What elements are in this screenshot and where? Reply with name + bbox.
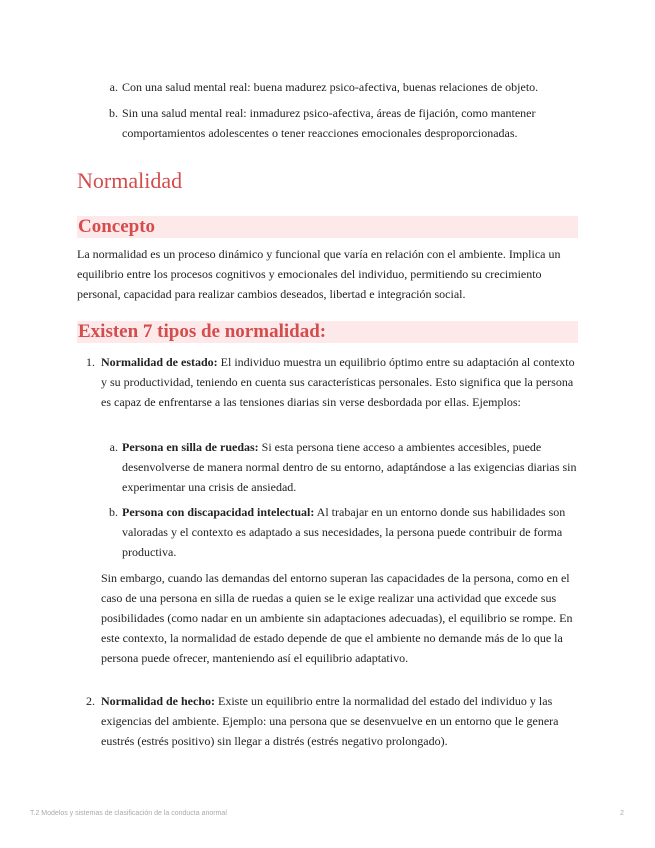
- footer-page-number: 2: [620, 810, 624, 817]
- list-marker: 2.: [86, 694, 95, 708]
- item-body: Existe un equilibrio entre la normalidad del estado del individuo y las exigencias del ambiente. Ejemplo: una persona que se desenvuelve en un entorno que le genera eustrés (estrés positivo) sin llegar a distrés (estrés negativo prolongado).: [101, 694, 559, 748]
- item-title: Persona en silla de ruedas:: [122, 440, 259, 454]
- list-marker: 1.: [86, 355, 95, 369]
- list-item: [77, 691, 582, 751]
- list-item-text: Con una salud mental real: buena madurez psico-afectiva, buenas relaciones de objeto.: [122, 80, 539, 94]
- item-body: Al trabajar en un entorno donde sus habilidades son valoradas y el contexto es adaptado a sus necesidades, la persona puede contribuir de forma productiva.: [122, 505, 566, 559]
- footer-document-title: T.2 Modelos y sistemas de clasificación de la conducta anormal: [30, 810, 227, 817]
- list-item-text: [122, 502, 580, 562]
- list-item: [77, 352, 582, 412]
- list-item: [100, 77, 580, 97]
- list-item-text: Sin una salud mental real: inmadurez psico-afectiva, áreas de fijación, como mantener comportamientos adolescentes o tener reacciones emocionales desproporcionadas.: [122, 106, 536, 140]
- item-title: Normalidad de estado:: [101, 355, 218, 369]
- item-body: El individuo muestra un equilibrio óptimo entre su adaptación al contexto y su productividad, teniendo en cuenta sus características personales. Esto significa que la persona es capaz de enfrentarse a las tensiones diarias sin verse desbordada por ellas. Ejemplos:: [101, 355, 575, 409]
- list-item: [100, 437, 580, 497]
- list-item: [100, 103, 580, 143]
- section-title: Normalidad: [77, 168, 183, 193]
- list-marker: b.: [109, 106, 118, 120]
- item-title: Persona con discapacidad intelectual:: [122, 505, 315, 519]
- list-item-text: [101, 691, 582, 751]
- list-item: [100, 502, 580, 562]
- list-marker: a.: [109, 80, 118, 94]
- item-body: Si esta persona tiene acceso a ambientes accesibles, puede desenvolverse de manera normal dentro de su entorno, adaptándose a las exigencias diarias sin experimentar una crisis de ansiedad.: [122, 440, 577, 494]
- concepto-heading: Concepto: [77, 216, 578, 238]
- list-item-text: [101, 352, 582, 412]
- list-marker: b.: [109, 505, 118, 519]
- item-continuation-paragraph: Sin embargo, cuando las demandas del entorno superan las capacidades de la persona, como en el caso de una persona en silla de ruedas a quien se le exige realizar una actividad que excede sus posibilidades (como nadar en un ambiente sin adaptaciones adecuadas), el equilibrio se rompe. En este contexto, la normalidad de estado depende de que el ambiente no demande más de lo que la persona puede ofrecer, manteniendo así el equilibrio adaptativo.: [101, 571, 573, 665]
- tipos-heading: Existen 7 tipos de normalidad:: [77, 321, 578, 343]
- list-marker: a.: [109, 440, 118, 454]
- concepto-paragraph: La normalidad es un proceso dinámico y funcional que varía en relación con el ambiente. Implica un equilibrio entre los procesos cognitivos y emocionales del individuo, permitiendo su crecimiento personal, capacidad para realizar cambios deseados, libertad e integración social.: [77, 247, 561, 301]
- item-title: Normalidad de hecho:: [101, 694, 215, 708]
- list-item-text: [122, 437, 580, 497]
